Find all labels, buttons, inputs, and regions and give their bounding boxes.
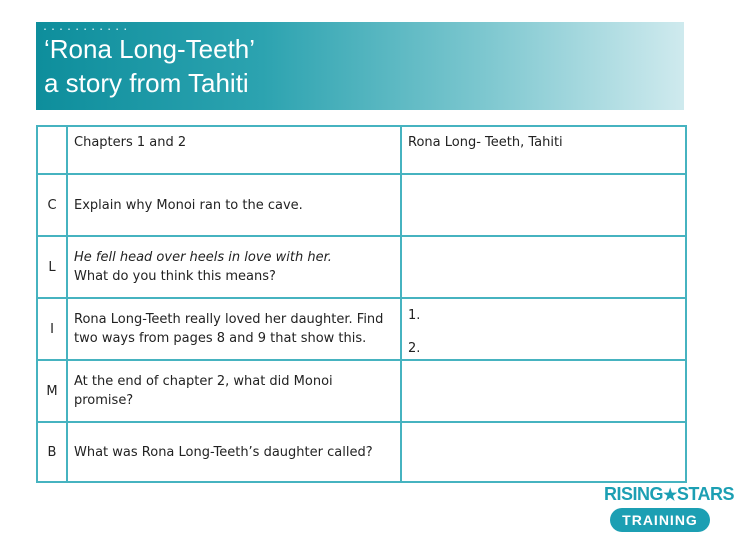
- table-header-row: [37, 126, 686, 174]
- row-letter: I: [37, 298, 67, 360]
- row-letter: C: [37, 174, 67, 236]
- logo-word-left: RISING: [604, 484, 664, 504]
- row-question: What was Rona Long-Teeth’s daughter called?: [67, 422, 401, 482]
- answer-cell[interactable]: [401, 298, 686, 360]
- header-story: Rona Long- Teeth, Tahiti: [401, 126, 686, 174]
- title-line-1: ‘Rona Long-Teeth’: [44, 34, 256, 64]
- row-question: Explain why Monoi ran to the cave.: [67, 174, 401, 236]
- header-chapters: Chapters 1 and 2: [67, 126, 401, 174]
- row-letter: B: [37, 422, 67, 482]
- rising-stars-logo: [604, 484, 734, 536]
- answer-cell[interactable]: [401, 422, 686, 482]
- logo-badge: TRAINING: [610, 508, 710, 532]
- answer-cell[interactable]: [401, 236, 686, 298]
- table-row: [37, 174, 686, 236]
- row-letter: L: [37, 236, 67, 298]
- header-letter-cell: [37, 126, 67, 174]
- row-question: At the end of chapter 2, what did Monoi promise?: [67, 360, 401, 422]
- page-title: [44, 32, 255, 100]
- question-table: [36, 125, 687, 483]
- answer-2-label: 2.: [408, 341, 421, 356]
- logo-wordmark: [604, 484, 734, 505]
- row-letter: M: [37, 360, 67, 422]
- logo-word-right: STARS: [676, 484, 734, 504]
- table-row: [37, 236, 686, 298]
- table-row: [37, 298, 686, 360]
- table-row: [37, 422, 686, 482]
- title-line-2: a story from Tahiti: [44, 68, 249, 98]
- star-icon: ★: [663, 487, 677, 504]
- banner-dots: ...........: [42, 22, 131, 33]
- answer-1-label: 1.: [408, 308, 421, 323]
- question-line-1: He fell head over heels in love with her.: [74, 250, 332, 265]
- answer-cell[interactable]: [401, 360, 686, 422]
- row-question: Rona Long-Teeth really loved her daughter. Find two ways from pages 8 and 9 that show this.: [67, 298, 401, 360]
- answer-cell[interactable]: [401, 174, 686, 236]
- question-line-2: What do you think this means?: [74, 269, 276, 284]
- title-banner: [36, 22, 684, 110]
- table-row: [37, 360, 686, 422]
- row-question: [67, 236, 401, 298]
